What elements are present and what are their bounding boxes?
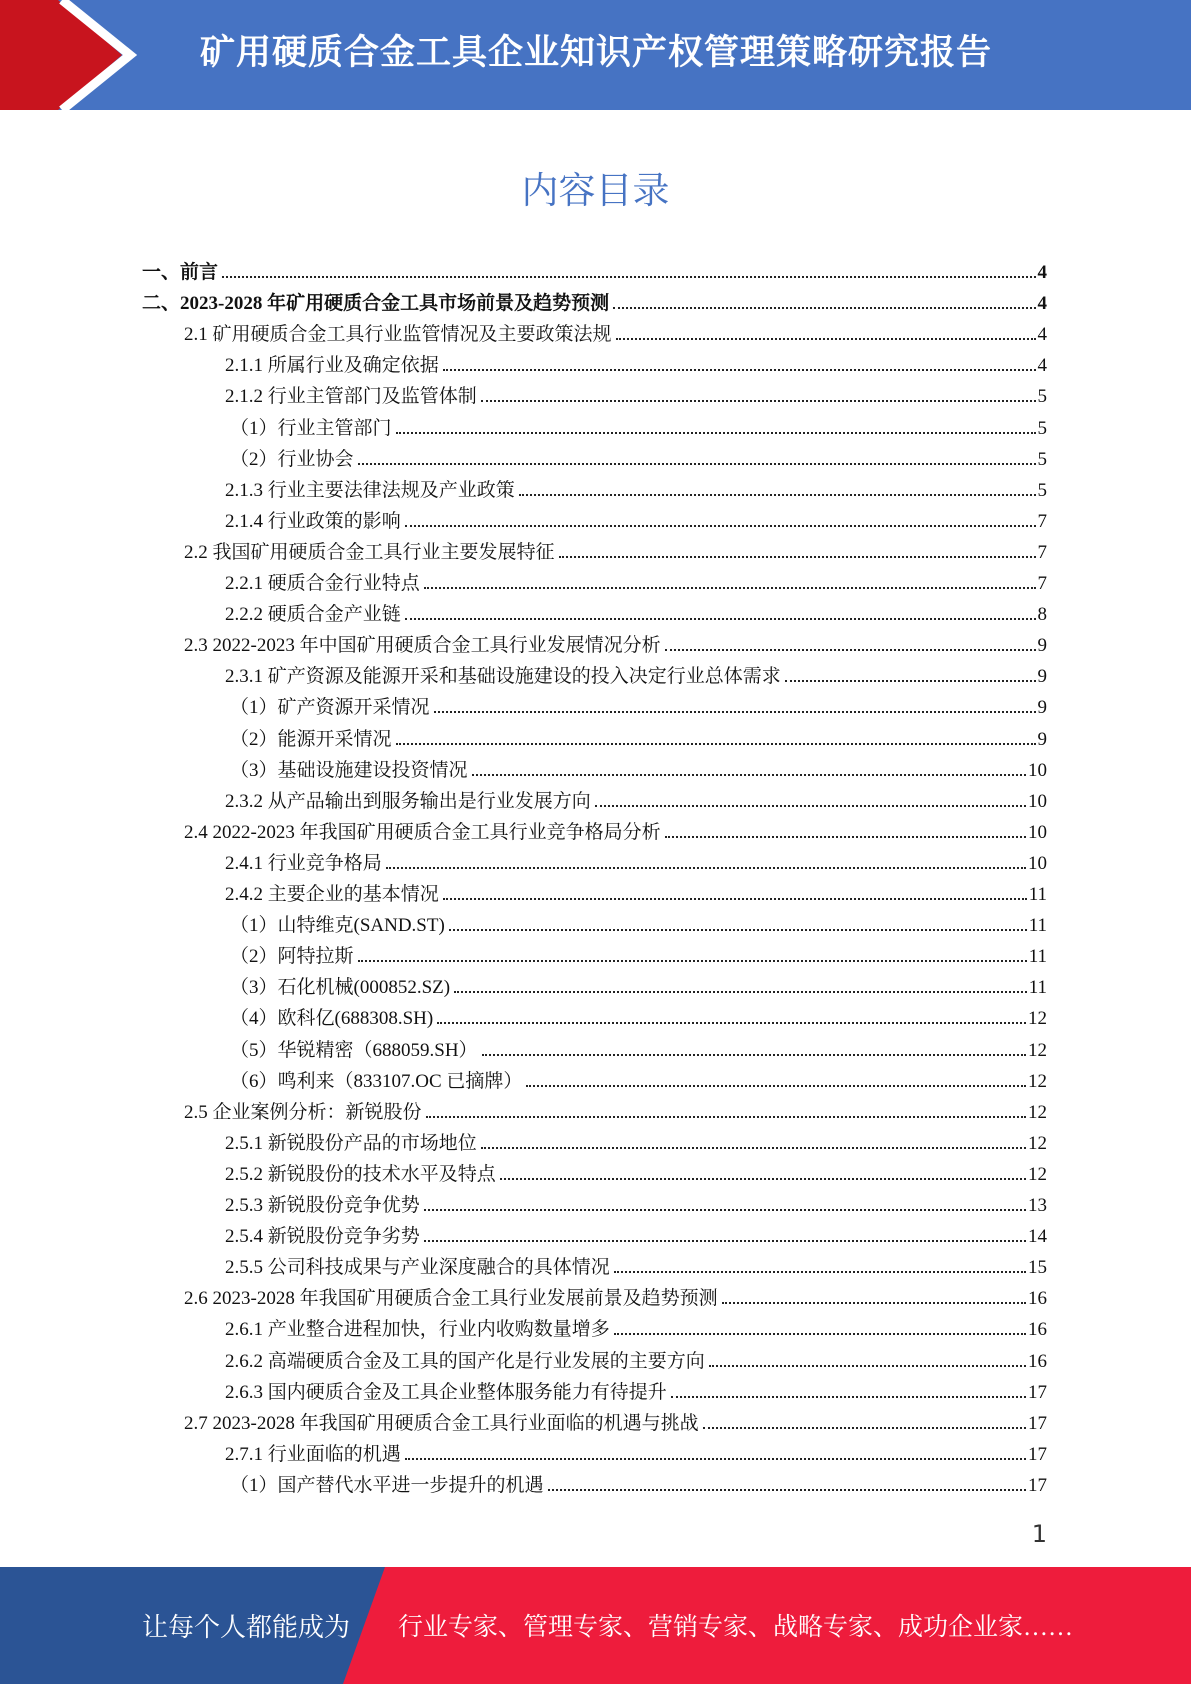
toc-dot-leader	[548, 1489, 1026, 1491]
toc-entry-label: 2.2.2 硬质合金产业链	[225, 604, 401, 626]
toc-entry[interactable]	[225, 1310, 1047, 1341]
toc-entry-page: 10	[1028, 821, 1047, 843]
toc-dot-leader	[443, 898, 1027, 900]
toc-dot-leader	[449, 929, 1027, 931]
toc-dot-leader	[358, 960, 1027, 962]
toc-entry-page: 11	[1028, 977, 1047, 999]
toc-dot-leader	[671, 1396, 1026, 1398]
toc-entry[interactable]	[225, 1248, 1047, 1279]
toc-entry-page: 14	[1028, 1226, 1047, 1248]
toc-entry[interactable]	[225, 1217, 1047, 1248]
toc-entry-page: 7	[1037, 510, 1047, 532]
toc-entry-page: 12	[1028, 1132, 1047, 1154]
toc-dot-leader	[454, 991, 1027, 993]
toc-entry[interactable]	[184, 533, 1047, 564]
toc-entry-page: 12	[1028, 1008, 1047, 1030]
toc-dot-leader	[613, 307, 1035, 309]
toc-entry[interactable]	[230, 968, 1047, 999]
toc-entry-label: 2.4 2022-2023 年我国矿用硬质合金工具行业竞争格局分析	[184, 821, 661, 843]
toc-entry-label: 2.1 矿用硬质合金工具行业监管情况及主要政策法规	[184, 324, 612, 346]
toc-entry-page: 5	[1037, 417, 1047, 439]
toc-dot-leader	[386, 867, 1026, 869]
toc-entry-page: 12	[1028, 1163, 1047, 1185]
toc-dot-leader	[616, 338, 1036, 340]
toc-entry-label: （1）行业主管部门	[230, 417, 392, 439]
toc-entry[interactable]	[225, 595, 1047, 626]
toc-dot-leader	[519, 494, 1036, 496]
toc-entry-page: 4	[1037, 324, 1047, 346]
toc-dot-leader	[405, 618, 1036, 620]
header-arrow-shape	[0, 0, 160, 110]
toc-dot-leader	[358, 463, 1036, 465]
toc-entry-label: 2.5 企业案例分析：新锐股份	[184, 1101, 422, 1123]
toc-entry-label: （2）行业协会	[230, 448, 354, 470]
toc-entry-label: （2）能源开采情况	[230, 728, 392, 750]
toc-dot-leader	[614, 1271, 1026, 1273]
toc-entry-page: 16	[1028, 1350, 1047, 1372]
toc-entry-label: （1）山特维克(SAND.ST)	[230, 915, 445, 937]
toc-entry-label: 2.6.1 产业整合进程加快，行业内收购数量增多	[225, 1319, 610, 1341]
toc-heading: 内容目录	[521, 169, 670, 212]
toc-entry-page: 12	[1028, 1070, 1047, 1092]
toc-entry-page: 4	[1037, 355, 1047, 377]
toc-entry-label: 二、2023-2028 年矿用硬质合金工具市场前景及趋势预测	[142, 293, 610, 315]
toc-entry-label: 2.4.1 行业竞争格局	[225, 852, 382, 874]
toc-entry-page: 5	[1037, 448, 1047, 470]
toc-entry[interactable]	[225, 1342, 1047, 1373]
toc-entry-page: 4	[1037, 262, 1047, 283]
toc-entry-label: （4）欧科亿(688308.SH)	[230, 1008, 434, 1030]
toc-entry-page: 12	[1028, 1101, 1047, 1123]
toc-entry-label: 2.5.1 新锐股份产品的市场地位	[225, 1132, 477, 1154]
toc-dot-leader	[396, 743, 1036, 745]
toc-entry-label: 2.5.4 新锐股份竞争劣势	[225, 1226, 420, 1248]
toc-entry-label: （1）矿产资源开采情况	[230, 697, 430, 719]
toc-entry-label: （6）鸣利来（833107.OC 已摘牌）	[230, 1070, 523, 1092]
toc-entry-page: 5	[1037, 386, 1047, 408]
toc-entry[interactable]	[184, 1093, 1047, 1124]
toc-dot-leader	[424, 1240, 1026, 1242]
toc-entry-label: 2.2 我国矿用硬质合金工具行业主要发展特征	[184, 541, 555, 563]
toc-entry-page: 7	[1037, 573, 1047, 594]
toc-entry[interactable]	[184, 1279, 1047, 1310]
toc-dot-leader	[481, 400, 1036, 402]
toc-entry[interactable]	[230, 906, 1047, 937]
toc-entry[interactable]	[225, 1124, 1047, 1155]
toc-entry-page: 11	[1028, 946, 1047, 968]
toc-dot-leader	[405, 525, 1036, 527]
toc-entry[interactable]	[230, 409, 1047, 440]
toc-entry[interactable]	[230, 1466, 1047, 1497]
toc-entry[interactable]	[184, 1404, 1047, 1435]
toc-entry-page: 17	[1028, 1474, 1047, 1496]
toc-entry[interactable]	[225, 875, 1047, 906]
toc-entry-label: 2.7 2023-2028 年我国矿用硬质合金工具行业面临的机遇与挑战	[184, 1412, 699, 1434]
toc-entry[interactable]	[142, 253, 1047, 284]
toc-dot-leader	[665, 649, 1036, 651]
toc-entry-label: 2.5.5 公司科技成果与产业深度融合的具体情况	[225, 1257, 610, 1279]
toc-entry-page: 16	[1028, 1288, 1047, 1310]
toc-entry-page: 17	[1028, 1412, 1047, 1434]
toc-entry-label: （5）华锐精密（688059.SH）	[230, 1039, 478, 1061]
toc-entry-label: 2.1.3 行业主要法律法规及产业政策	[225, 479, 515, 501]
toc-entry-page: 10	[1028, 759, 1047, 781]
footer-slogan-left: 让每个人都能成为	[142, 1613, 351, 1642]
toc-dot-leader	[722, 1302, 1026, 1304]
toc-entry-page: 10	[1028, 852, 1047, 874]
toc-entry-page: 9	[1037, 666, 1047, 688]
toc-entry-label: 2.1.2 行业主管部门及监管体制	[225, 386, 477, 408]
toc-dot-leader	[426, 1116, 1026, 1118]
footer-slogan-right: 行业专家、管理专家、营销专家、战略专家、成功企业家……	[398, 1614, 1074, 1641]
toc-entry[interactable]	[142, 284, 1047, 315]
toc-entry-page: 8	[1037, 604, 1047, 626]
toc-entry[interactable]	[184, 315, 1047, 346]
page-number: 1	[1031, 1520, 1047, 1548]
toc-entry[interactable]	[225, 471, 1047, 502]
toc-dot-leader	[665, 836, 1026, 838]
toc-entry-label: （3）基础设施建设投资情况	[230, 759, 468, 781]
report-title: 矿用硬质合金工具企业知识产权管理策略研究报告	[200, 33, 993, 73]
toc-entry[interactable]	[225, 1373, 1047, 1404]
toc-entry-page: 9	[1037, 728, 1047, 750]
toc-entry[interactable]	[230, 999, 1047, 1030]
page-footer	[0, 1567, 1191, 1684]
toc-entry[interactable]	[225, 844, 1047, 875]
toc-entry-label: （3）石化机械(000852.SZ)	[230, 977, 451, 999]
toc-dot-leader	[424, 1209, 1026, 1211]
toc-dot-leader	[437, 1022, 1026, 1024]
toc-entry[interactable]	[225, 782, 1047, 813]
toc-dot-leader	[482, 1054, 1026, 1056]
toc-entry[interactable]	[225, 657, 1047, 688]
toc-entry[interactable]	[230, 688, 1047, 719]
toc-dot-leader	[500, 1178, 1026, 1180]
toc-dot-leader	[526, 1085, 1026, 1087]
toc-entry[interactable]	[225, 1186, 1047, 1217]
toc-entry[interactable]	[225, 564, 1047, 595]
toc-dot-leader	[396, 432, 1036, 434]
toc-entry-label: 一、前言	[142, 262, 219, 283]
toc-entry-label: 2.1.1 所属行业及确定依据	[225, 355, 439, 377]
toc-dot-leader	[481, 1147, 1026, 1149]
toc-entry-page: 12	[1028, 1039, 1047, 1061]
toc-entry-label: 2.5.3 新锐股份竞争优势	[225, 1195, 420, 1216]
toc-entry-page: 15	[1028, 1257, 1047, 1279]
toc-entry[interactable]	[184, 813, 1047, 844]
toc-entry-label: 2.2.1 硬质合金行业特点	[225, 573, 420, 594]
toc-dot-leader	[443, 369, 1036, 371]
toc-entry[interactable]	[230, 1062, 1047, 1093]
toc-entry[interactable]	[230, 937, 1047, 968]
toc-entry-label: 2.4.2 主要企业的基本情况	[225, 884, 439, 905]
toc-dot-leader	[614, 1333, 1026, 1335]
toc-entry[interactable]	[184, 626, 1047, 657]
toc-entry[interactable]	[230, 720, 1047, 751]
toc-entry-label: （1）国产替代水平进一步提升的机遇	[230, 1474, 544, 1496]
toc-dot-leader	[405, 1458, 1026, 1460]
toc-dot-leader	[222, 276, 1035, 278]
toc-dot-leader	[709, 1365, 1026, 1367]
toc-dot-leader	[434, 711, 1036, 713]
toc-entry-page: 9	[1037, 697, 1047, 719]
toc-entry-label: 2.7.1 行业面临的机遇	[225, 1443, 401, 1465]
toc-entry[interactable]	[230, 1031, 1047, 1062]
toc-entry-page: 16	[1028, 1319, 1047, 1341]
toc-entry-page: 5	[1037, 479, 1047, 501]
toc-entry[interactable]	[230, 751, 1047, 782]
toc-dot-leader	[559, 556, 1036, 558]
toc-entry-page: 9	[1037, 635, 1047, 657]
toc-entry[interactable]	[225, 377, 1047, 408]
toc-entry[interactable]	[225, 1155, 1047, 1186]
toc-dot-leader	[595, 805, 1026, 807]
toc-entry[interactable]	[225, 346, 1047, 377]
toc-entry-page: 4	[1037, 293, 1047, 315]
toc-entry[interactable]	[230, 440, 1047, 471]
toc-dot-leader	[785, 680, 1036, 682]
toc-dot-leader	[472, 774, 1026, 776]
toc-entry-label: 2.6 2023-2028 年我国矿用硬质合金工具行业发展前景及趋势预测	[184, 1288, 718, 1310]
toc-entry-page: 17	[1028, 1443, 1047, 1465]
toc-entry-page: 7	[1037, 541, 1047, 563]
toc-dot-leader	[424, 587, 1036, 589]
toc-entry-label: 2.3.2 从产品输出到服务输出是行业发展方向	[225, 790, 591, 812]
toc-entry-label: 2.6.2 高端硬质合金及工具的国产化是行业发展的主要方向	[225, 1350, 705, 1372]
toc-entry-label: 2.3.1 矿产资源及能源开采和基础设施建设的投入决定行业总体需求	[225, 666, 781, 688]
page-header	[0, 0, 1191, 110]
toc-entry-label: 2.1.4 行业政策的影响	[225, 510, 401, 532]
toc-entry-label: 2.3 2022-2023 年中国矿用硬质合金工具行业发展情况分析	[184, 635, 661, 657]
toc-entry-label: 2.6.3 国内硬质合金及工具企业整体服务能力有待提升	[225, 1381, 667, 1403]
toc-entry-label: 2.5.2 新锐股份的技术水平及特点	[225, 1163, 496, 1185]
toc-entry-page: 11	[1028, 915, 1047, 937]
toc-dot-leader	[703, 1427, 1026, 1429]
toc-entry-page: 10	[1028, 790, 1047, 812]
toc-entry-label: （2）阿特拉斯	[230, 946, 354, 968]
toc-entry-page: 17	[1028, 1381, 1047, 1403]
toc-entry[interactable]	[225, 502, 1047, 533]
toc-entry[interactable]	[225, 1435, 1047, 1466]
toc-entry-page: 11	[1028, 884, 1047, 905]
toc-entry-page: 13	[1028, 1195, 1047, 1216]
